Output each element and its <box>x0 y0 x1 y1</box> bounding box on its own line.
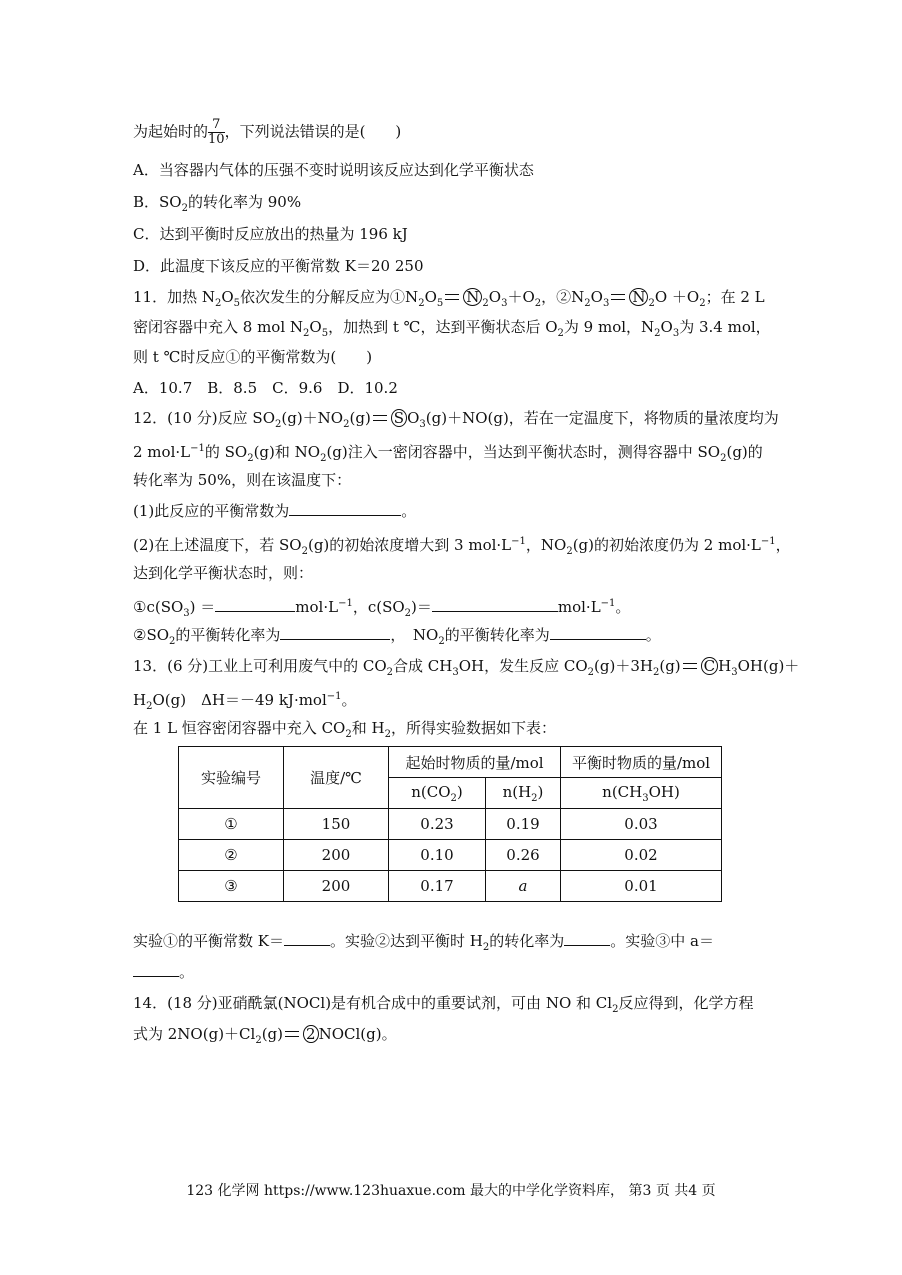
table-row: ③ 200 0.17 a 0.01 <box>179 871 722 902</box>
question-12-part-2-line-2: 达到化学平衡状态时，则： <box>133 564 314 582</box>
equilibrium-arrow-icon <box>683 661 699 673</box>
header-temperature: 温度/℃ <box>284 747 389 809</box>
answer-blank[interactable] <box>564 931 610 946</box>
question-11-line-3: 则 t ℃时反应①的平衡常数为( ) <box>133 348 373 366</box>
question-12-line-1: 12．(10 分)反应 $SO_2(g)+NO_2(g)$ S $O_3(g)+NO(g)$，若在一定温度下，将物质的量浓度均为 <box>133 409 779 430</box>
page-footer: 123 化学网 https://www.123huaxue.com 最大的中学化学资料库， 第3 页 共4 页 <box>186 1183 716 1199</box>
equilibrium-arrow-icon <box>445 292 461 304</box>
header-equilibrium-amount: 平衡时物质的量/mol <box>561 747 722 778</box>
question-14-line-1: 14．(18 分)亚硝酰氯(NOCl)是有机合成中的重要试剂，可由 NO 和 $Cl_2$反应得到，化学方程 <box>133 994 754 1015</box>
question-12-line-2: 2 $mol\cdot L^{-1}$的 $SO_2(g)$和 $NO_2(g)$注入一密闭容器中，当达到平衡状态时，测得容器中 $SO_2(g)$的 <box>133 443 763 464</box>
question-13-answers: 实验①的平衡常数 K＝ 。实验②达到平衡时 $H_2$的转化率为 。实验③中 a＝ <box>133 932 714 953</box>
fraction: $\frac{7}{10}$ <box>208 117 225 147</box>
option-c: C．达到平衡时反应放出的热量为 196 kJ <box>133 225 408 243</box>
question-10-stem-end: 为起始时的 $\frac{7}{10}$ ，下列说法错误的是( ) <box>133 117 402 147</box>
answer-blank[interactable] <box>289 501 401 516</box>
answer-blank[interactable] <box>550 625 646 640</box>
answer-blank[interactable] <box>432 597 558 612</box>
question-13-line-3: 在 1 L 恒容密闭容器中充入 $CO_2$和 $H_2$，所得实验数据如下表： <box>133 719 556 740</box>
question-12-sub-1: $①c(SO_3) = mol\cdot L^{-1}$，$c(SO_2)= mol\cdot L^{-1}$。 <box>133 598 631 619</box>
question-12-part-1: (1)此反应的平衡常数为 。 <box>133 502 417 520</box>
equilibrium-arrow-icon <box>373 413 389 425</box>
experiment-data-table <box>178 746 722 902</box>
question-11-options: A．10.7 B．8.5 C．9.6 D．10.2 <box>133 379 398 397</box>
table-row: ① 150 0.23 0.19 0.03 <box>179 809 722 840</box>
table-row: ② 200 0.10 0.26 0.02 <box>179 840 722 871</box>
option-b: B．$SO_2$的转化率为 90% <box>133 193 302 214</box>
equilibrium-arrow-icon <box>285 1029 301 1041</box>
question-11-line-1: 11．加热 $N_2O_5$依次发生的分解反应为$①N_2O_5$ N $_2O_3+O_2$，$②N_2O_3$ N $_2O +O_2$；在 2 L <box>133 288 765 309</box>
question-13-answers-line-2: 。 <box>133 962 194 982</box>
answer-blank[interactable] <box>215 597 295 612</box>
answer-blank[interactable] <box>284 931 330 946</box>
question-13-line-2: $H_2O(g)$ ΔH＝－49 kJ·mol$^{-1}$。 <box>133 691 357 712</box>
option-d: D．此温度下该反应的平衡常数 K＝20 250 <box>133 257 424 275</box>
question-13-line-1: 13．(6 分)工业上可利用废气中的 $CO_2$合成 $CH_3OH$，发生反应 $CO_2(g)+3H_2(g)$ C $H_3OH(g)+$ <box>133 657 800 678</box>
question-14-line-2: 式为 $2NO(g)+Cl_2(g)$ 2 NOCl(g)。 <box>133 1025 397 1046</box>
header-experiment-id: 实验编号 <box>179 747 284 809</box>
option-a: A．当容器内气体的压强不变时说明该反应达到化学平衡状态 <box>133 161 534 179</box>
question-11-line-2: 密闭容器中充入 8 mol $N_2O_5$，加热到 t ℃，达到平衡状态后 $O_2$为 9 mol，$N_2O_3$为 3.4 mol， <box>133 318 771 339</box>
answer-blank[interactable] <box>133 962 179 977</box>
header-n-h2: $n(H_2)$ <box>486 778 561 809</box>
header-initial-amount: 起始时物质的量/mol <box>389 747 561 778</box>
header-n-co2: $n(CO_2)$ <box>389 778 486 809</box>
question-12-sub-2: $②SO_2$的平衡转化率为 ， $NO_2$的平衡转化率为 。 <box>133 626 661 647</box>
answer-blank[interactable] <box>280 625 390 640</box>
question-12-line-3: 转化率为 50%，则在该温度下： <box>133 471 352 489</box>
header-n-ch3oh: $n(CH_3OH)$ <box>561 778 722 809</box>
equilibrium-arrow-icon <box>611 292 627 304</box>
question-12-part-2: (2)在上述温度下，若 $SO_2(g)$的初始浓度增大到 3 $mol\cdot L^{-1}$，$NO_2(g)$的初始浓度仍为 2 $mol\cdot L^{-1}$， <box>133 536 791 557</box>
